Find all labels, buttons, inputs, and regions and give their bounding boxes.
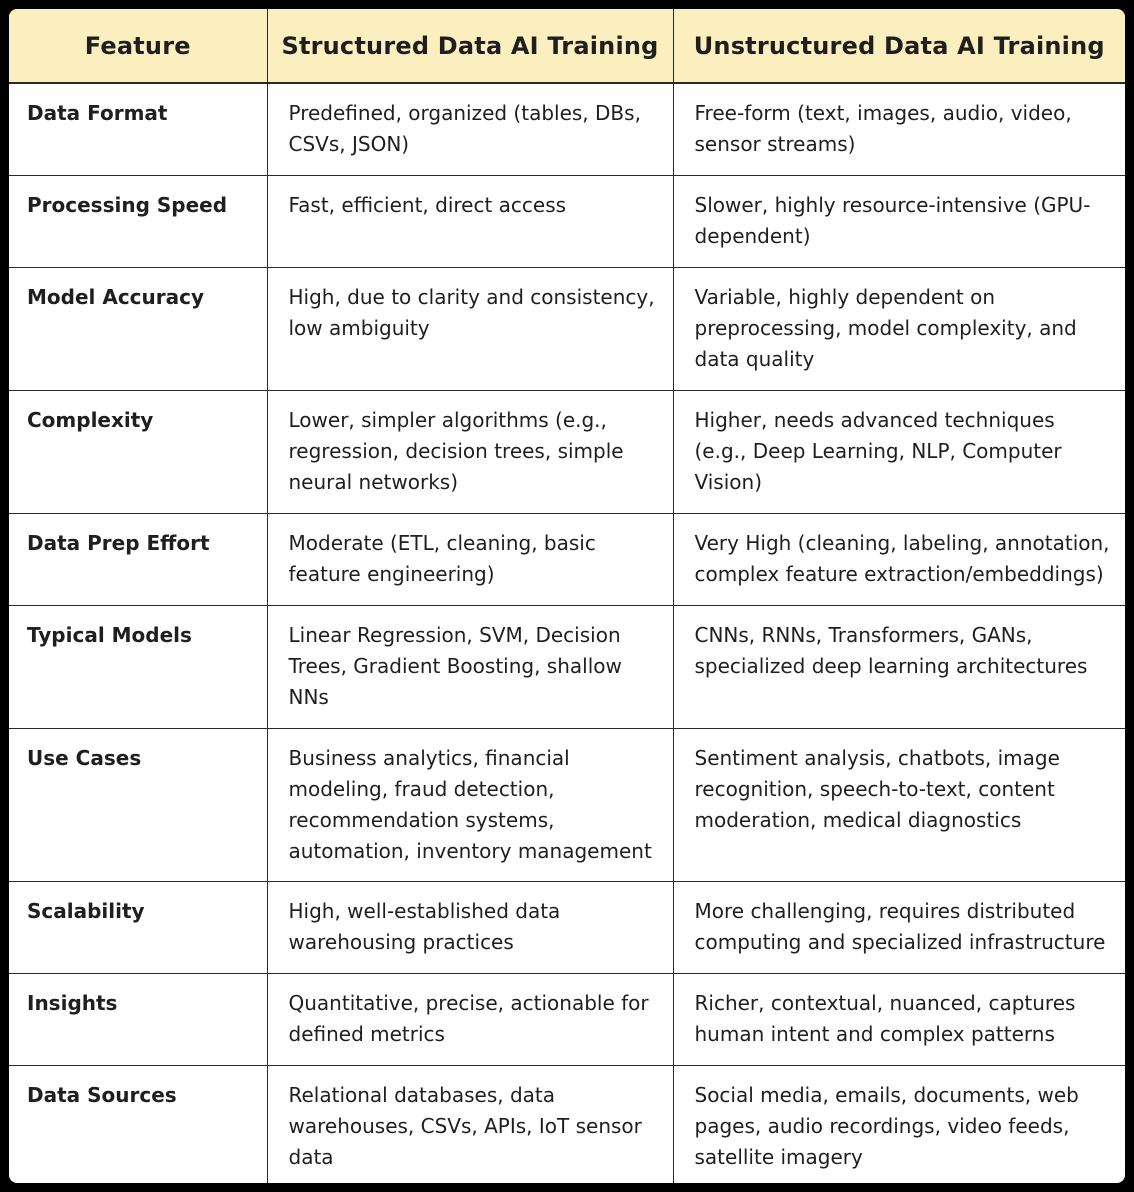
table-row <box>9 267 1125 390</box>
unstructured-cell: Higher, needs advanced techniques (e.g., Deep Learning, NLP, Computer Vision) <box>673 390 1125 513</box>
table-header-row <box>9 9 1125 83</box>
table-row <box>9 175 1125 267</box>
table-row <box>9 390 1125 513</box>
structured-cell: Quantitative, precise, actionable for defined metrics <box>267 973 673 1065</box>
structured-cell: Business analytics, financial modeling, fraud detection, recommendation systems, automation, inventory management <box>267 728 673 881</box>
unstructured-cell: Variable, highly dependent on preprocessing, model complexity, and data quality <box>673 267 1125 390</box>
table-row <box>9 605 1125 728</box>
unstructured-cell: Very High (cleaning, labeling, annotation, complex feature extraction/embeddings) <box>673 513 1125 605</box>
feature-cell: Complexity <box>9 390 267 513</box>
structured-cell: High, due to clarity and consistency, low ambiguity <box>267 267 673 390</box>
table-row <box>9 881 1125 973</box>
table-row <box>9 728 1125 881</box>
unstructured-cell: More challenging, requires distributed computing and specialized infrastructure <box>673 881 1125 973</box>
unstructured-cell: CNNs, RNNs, Transformers, GANs, specialized deep learning architectures <box>673 605 1125 728</box>
feature-cell: Data Format <box>9 83 267 175</box>
feature-cell: Data Prep Effort <box>9 513 267 605</box>
feature-cell: Use Cases <box>9 728 267 881</box>
table-row <box>9 83 1125 175</box>
structured-cell: Moderate (ETL, cleaning, basic feature engineering) <box>267 513 673 605</box>
feature-cell: Model Accuracy <box>9 267 267 390</box>
structured-cell: Linear Regression, SVM, Decision Trees, Gradient Boosting, shallow NNs <box>267 605 673 728</box>
table-row <box>9 973 1125 1065</box>
structured-cell: Fast, efficient, direct access <box>267 175 673 267</box>
structured-cell: High, well-established data warehousing practices <box>267 881 673 973</box>
unstructured-cell: Richer, contextual, nuanced, captures human intent and complex patterns <box>673 973 1125 1065</box>
unstructured-cell: Free-form (text, images, audio, video, sensor streams) <box>673 83 1125 175</box>
unstructured-cell: Slower, highly resource-intensive (GPU-dependent) <box>673 175 1125 267</box>
feature-cell: Scalability <box>9 881 267 973</box>
unstructured-cell: Sentiment analysis, chatbots, image recognition, speech-to-text, content moderation, medical diagnostics <box>673 728 1125 881</box>
table-row <box>9 1065 1125 1183</box>
header-structured: Structured Data AI Training <box>267 9 673 83</box>
table-row <box>9 513 1125 605</box>
feature-cell: Typical Models <box>9 605 267 728</box>
comparison-table <box>9 9 1125 1183</box>
feature-cell: Insights <box>9 973 267 1065</box>
structured-cell: Relational databases, data warehouses, CSVs, APIs, IoT sensor data <box>267 1065 673 1183</box>
feature-cell: Processing Speed <box>9 175 267 267</box>
feature-cell: Data Sources <box>9 1065 267 1183</box>
structured-cell: Predefined, organized (tables, DBs, CSVs, JSON) <box>267 83 673 175</box>
unstructured-cell: Social media, emails, documents, web pages, audio recordings, video feeds, satellite imagery <box>694 1082 1079 1169</box>
header-unstructured: Unstructured Data AI Training <box>673 9 1125 83</box>
comparison-table-card <box>9 9 1125 1183</box>
structured-cell: Lower, simpler algorithms (e.g., regression, decision trees, simple neural networks) <box>267 390 673 513</box>
header-feature: Feature <box>9 9 267 83</box>
